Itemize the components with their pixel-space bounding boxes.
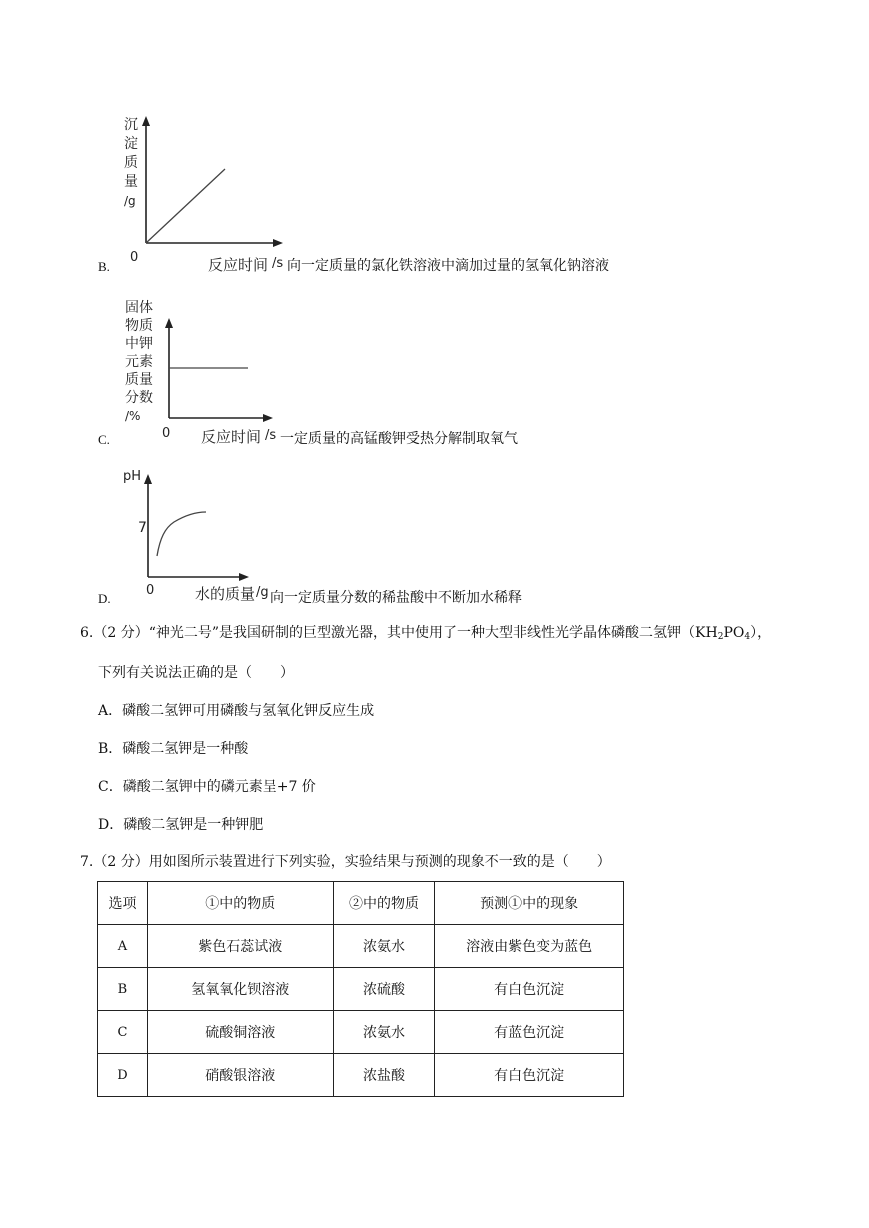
q6-stem-line2: 下列有关说法正确的是（ ） xyxy=(98,665,294,681)
q6-option-c: C．磷酸二氢钾中的磷元素呈+7 价 xyxy=(98,779,316,795)
table-cell: C xyxy=(98,1011,148,1054)
graph-b-x-label: 反应时间 xyxy=(208,256,269,274)
header-cell: 选项 xyxy=(98,882,148,925)
q6-stem-text: 6.（2 分）“神光二号”是我国研制的巨型激光器，其中使用了一种大型非线性光学晶体磷酸二氢钾（KH xyxy=(80,625,718,641)
graph-c-x-unit: /s xyxy=(265,428,277,443)
table-row xyxy=(98,1054,624,1097)
table-cell: 有蓝色沉淀 xyxy=(435,1011,624,1054)
y-label-char: /g xyxy=(124,194,136,208)
y-label-line: 物质 xyxy=(125,318,153,334)
graph-d-x-unit: /g xyxy=(256,585,269,600)
y-label-char: 沉 xyxy=(124,117,138,133)
graph-c-x-label: 反应时间 xyxy=(201,428,262,446)
graph-b-x-unit: /s xyxy=(272,256,284,271)
y-label-char: 淀 xyxy=(124,136,138,152)
table-cell: 浓硫酸 xyxy=(333,968,435,1011)
y-label-line: 中钾 xyxy=(125,336,153,352)
table-cell: B xyxy=(98,968,148,1011)
table-cell: A xyxy=(98,925,148,968)
y-label-line: /% xyxy=(125,409,141,423)
table-cell: 氢氧氧化钡溶液 xyxy=(147,968,333,1011)
graph-c-origin: 0 xyxy=(162,426,171,441)
graph-d-caption: 向一定质量分数的稀盐酸中不断加水稀释 xyxy=(270,590,522,606)
table-row xyxy=(98,1011,624,1054)
q6-option-d: D．磷酸二氢钾是一种钾肥 xyxy=(98,817,264,833)
graph-b-origin: 0 xyxy=(130,250,139,265)
table-cell: D xyxy=(98,1054,148,1097)
graph-d-curve xyxy=(157,512,206,556)
graph-b-letter: B. xyxy=(98,259,110,274)
table-row xyxy=(98,968,624,1011)
table-cell: 有白色沉淀 xyxy=(435,1054,624,1097)
y-label-line: 元素 xyxy=(125,354,153,370)
subscript: 2 xyxy=(717,632,724,642)
table-cell: 硝酸银溶液 xyxy=(147,1054,333,1097)
subscript: 4 xyxy=(744,632,751,642)
graph-d-letter: D. xyxy=(98,591,111,606)
y-label-line: 质量 xyxy=(125,372,153,388)
table-cell: 硫酸铜溶液 xyxy=(147,1011,333,1054)
q7-stem: 7.（2 分）用如图所示装置进行下列实验，实验结果与预测的现象不一致的是（ ） xyxy=(80,854,611,870)
table-header-row xyxy=(98,882,624,925)
q6-option-a: A．磷酸二氢钾可用磷酸与氢氧化钾反应生成 xyxy=(98,703,375,719)
q6-stem-line1 xyxy=(80,624,771,646)
header-cell: 预测①中的现象 xyxy=(435,882,624,925)
header-cell: ①中的物质 xyxy=(147,882,333,925)
graph-d-y-label: pH xyxy=(123,469,142,484)
header-cell: ②中的物质 xyxy=(333,882,435,925)
q7-table xyxy=(97,881,624,1097)
y-label-char: 量 xyxy=(124,174,138,190)
formula-text: PO xyxy=(723,625,745,641)
y-label-char: 质 xyxy=(124,155,138,171)
table-cell: 浓氨水 xyxy=(333,925,435,968)
graph-d-y-tick: 7 xyxy=(138,520,147,536)
table-row xyxy=(98,925,624,968)
graph-c-caption: 一定质量的高锰酸钾受热分解制取氧气 xyxy=(280,431,518,447)
table-cell: 紫色石蕊试液 xyxy=(147,925,333,968)
graph-d-origin: 0 xyxy=(146,583,155,598)
graph-d-x-label: 水的质量 xyxy=(195,585,256,603)
table-cell: 溶液由紫色变为蓝色 xyxy=(435,925,624,968)
graph-c-letter: C. xyxy=(98,432,110,447)
y-label-line: 分数 xyxy=(125,390,153,406)
table-cell: 有白色沉淀 xyxy=(435,968,624,1011)
table-cell: 浓盐酸 xyxy=(333,1054,435,1097)
q6-option-b: B．磷酸二氢钾是一种酸 xyxy=(98,741,249,757)
graph-b-caption: 向一定质量的氯化铁溶液中滴加过量的氢氧化钠溶液 xyxy=(287,258,609,274)
y-label-line: 固体 xyxy=(125,300,153,316)
table-cell: 浓氨水 xyxy=(333,1011,435,1054)
q6-stem-suffix: ）， xyxy=(750,625,772,641)
